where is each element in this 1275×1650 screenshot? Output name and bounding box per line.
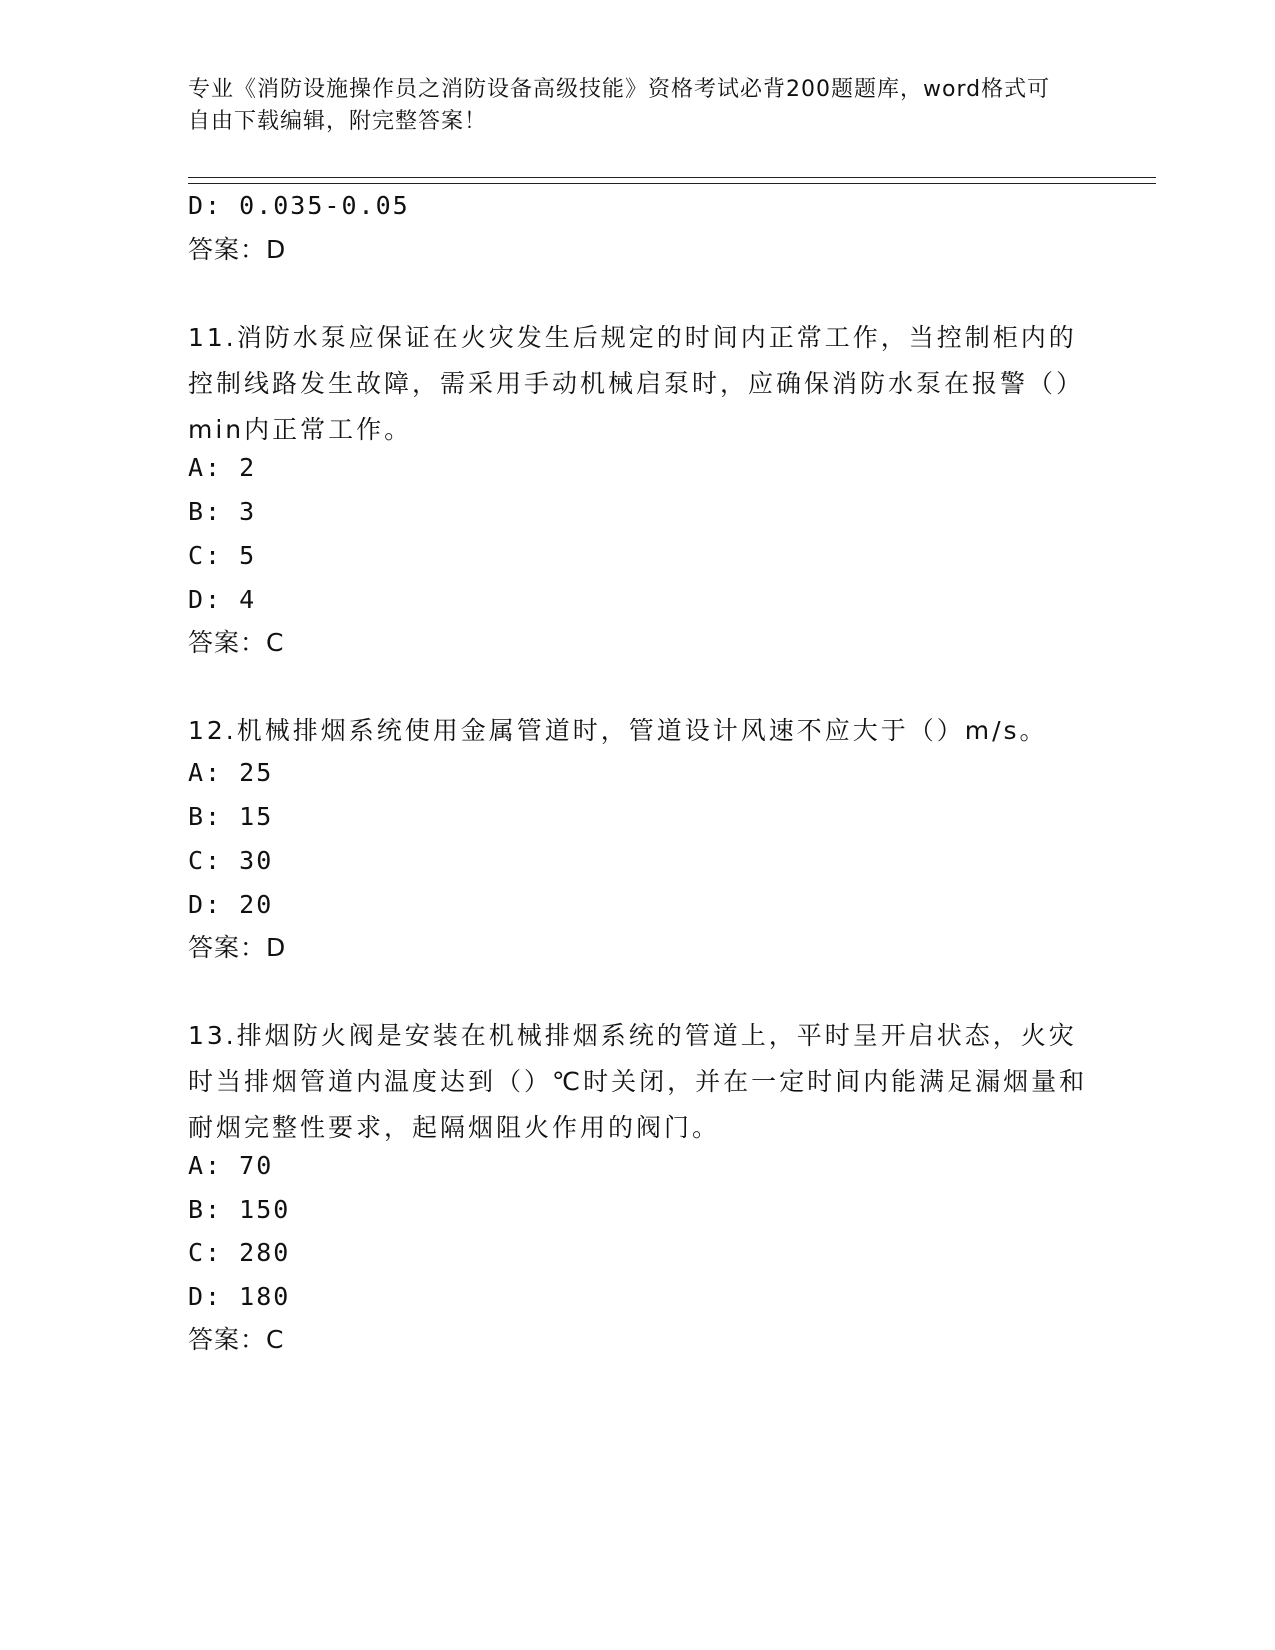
question-11-option-a: A: 2 [188, 453, 257, 482]
question-13-answer: 答案：C [188, 1325, 285, 1354]
question-11-answer: 答案：C [188, 628, 285, 657]
header-rule-top [188, 177, 1156, 178]
question-13-option-b: B: 150 [188, 1195, 291, 1224]
question-12-answer: 答案：D [188, 933, 287, 962]
question-11-option-d: D: 4 [188, 585, 257, 614]
question-11-option-b: B: 3 [188, 497, 257, 526]
question-12-option-d: D: 20 [188, 890, 274, 919]
question-11-stem: 11.消防水泵应保证在火灾发生后规定的时间内正常工作，当控制柜内的控制线路发生故障，需采用手动机械启泵时，应确保消防水泵在报警（）min内正常工作。 [188, 323, 1085, 444]
question-13-option-a: A: 70 [188, 1151, 274, 1180]
question-12-option-a: A: 25 [188, 758, 274, 787]
prev-answer: 答案：D [188, 235, 287, 264]
question-12-option-c: C: 30 [188, 846, 274, 875]
question-12-option-b: B: 15 [188, 802, 274, 831]
header-rule-bottom [188, 183, 1156, 184]
question-13-stem: 13.排烟防火阀是安装在机械排烟系统的管道上，平时呈开启状态，火灾时当排烟管道内温度达到（）℃时关闭，并在一定时间内能满足漏烟量和耐烟完整性要求，起隔烟阻火作用的阀门。 [188, 1021, 1088, 1142]
question-12-stem: 12.机械排烟系统使用金属管道时，管道设计风速不应大于（）m/s。 [188, 716, 1048, 745]
document-header: 专业《消防设施操作员之消防设备高级技能》资格考试必背200题题库，word格式可自由下载编辑，附完整答案！ [188, 77, 1051, 134]
prev-option-d: D: 0.035-0.05 [188, 191, 410, 220]
question-13-option-d: D: 180 [188, 1282, 291, 1311]
question-13-option-c: C: 280 [188, 1238, 291, 1267]
question-11-option-c: C: 5 [188, 541, 257, 570]
